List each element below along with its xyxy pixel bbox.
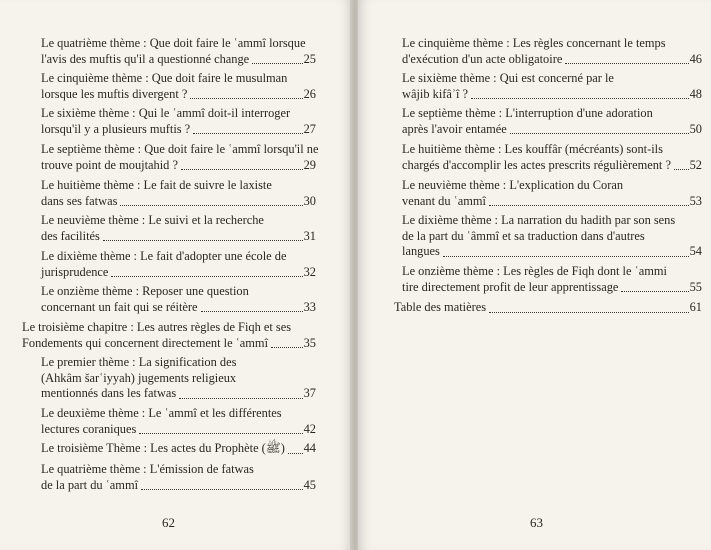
toc-entry-text: Le huitième thème : Le fait de suivre le laxiste <box>41 178 272 192</box>
toc-entry-text: Le quatrième thème : Que doit faire le ʿammî lorsque <box>41 36 306 50</box>
toc-entry-text: Le dixième thème : Le fait d'adopter une école de <box>41 249 287 263</box>
toc-entry <box>41 462 316 493</box>
toc-entry-text: Le sixième thème : Qui le ʿammî doit-il interroger <box>41 106 291 120</box>
toc-entry <box>41 213 316 244</box>
toc-entry-text: trouve point de moujtahid ? <box>41 157 178 172</box>
toc-entry-text: Le onzième thème : Reposer une question <box>41 284 249 298</box>
toc-entry-text: de la part du ʿâmmî et sa traduction dans d'autres <box>402 228 645 243</box>
page-number-left: 62 <box>162 515 175 530</box>
dot-leader <box>443 256 689 257</box>
page-number-right: 63 <box>530 515 543 530</box>
toc-page-ref: 46 <box>689 51 702 66</box>
toc-entry <box>402 71 702 102</box>
toc-entry-text: langues <box>402 244 440 258</box>
toc-entry <box>41 71 316 102</box>
toc-page-ref: 54 <box>689 244 702 258</box>
dot-leader <box>181 169 303 170</box>
toc-entry <box>41 36 316 67</box>
toc-entry-text: lorsqu'il y a plusieurs muftis ? <box>41 121 191 136</box>
toc-entry-text: dans ses fatwas <box>41 193 118 208</box>
toc-entry <box>41 249 316 280</box>
toc-entry-text: Le quatrième thème : L'émission de fatwas <box>41 462 254 476</box>
toc-entry <box>402 178 702 209</box>
toc-entry <box>394 300 702 316</box>
toc-entry-text: Le troisième Thème : Les actes du Prophète (ﷺ) <box>41 441 285 455</box>
toc-entry <box>41 406 316 437</box>
dot-leader <box>193 133 302 134</box>
toc-entry <box>41 178 316 209</box>
toc-entry-text: Le onzième thème : Les règles de Fiqh dont le ʿammi <box>402 264 667 278</box>
toc-page-ref: 55 <box>689 279 702 294</box>
toc-page-ref: 61 <box>689 300 702 314</box>
dot-leader <box>139 433 302 434</box>
dot-leader <box>201 311 303 312</box>
toc-entry-text: Table des matières <box>394 300 487 314</box>
toc-entry-text: Le premier thème : La signification des <box>41 355 237 369</box>
toc-page-ref: 25 <box>303 51 316 66</box>
toc-page-ref: 37 <box>303 386 316 400</box>
toc-page-ref: 52 <box>689 157 702 172</box>
toc-entry <box>402 142 702 173</box>
dot-leader <box>179 398 302 399</box>
dot-leader <box>271 347 303 348</box>
toc-entry-text: venant du ʿammî <box>402 193 486 208</box>
dot-leader <box>103 240 303 241</box>
dot-leader <box>621 291 688 292</box>
toc-page-ref: 31 <box>303 228 316 243</box>
toc-entry-text: Le cinquième thème : Les règles concernant le temps <box>402 36 666 50</box>
toc-entry <box>402 106 702 137</box>
toc-page-ref: 26 <box>303 86 316 101</box>
toc-page-ref: 29 <box>303 157 316 172</box>
toc-entry-text: Le sixième thème : Qui est concerné par le <box>402 71 614 85</box>
toc-entry-text: lectures coraniques <box>41 421 137 436</box>
dot-leader <box>489 205 689 206</box>
toc-entry-text: Le huitième thème : Les kouffâr (mécréants) sont-ils <box>402 142 663 156</box>
dot-leader <box>111 276 302 277</box>
right-page <box>358 0 711 550</box>
dot-leader <box>674 169 689 170</box>
toc-entry <box>402 264 702 295</box>
toc-entry-text: Le septième thème : L'interruption d'une adoration <box>402 106 653 120</box>
toc-entry-text: de la part du ʿammî <box>41 477 139 492</box>
dot-leader <box>489 312 689 313</box>
toc-entry-text: tire directement profit de leur apprentissage <box>402 279 619 294</box>
toc-page-ref: 35 <box>303 335 316 350</box>
toc-page-ref: 33 <box>303 299 316 314</box>
toc-entry <box>41 284 316 315</box>
toc-entry-text: des facilités <box>41 228 100 243</box>
toc-page-ref: 42 <box>303 421 316 436</box>
dot-leader <box>288 453 303 454</box>
dot-leader <box>190 98 302 99</box>
toc-entry-text: Fondements qui concernent directement le ʿammî <box>22 335 269 350</box>
left-page <box>0 0 352 550</box>
toc-page-ref: 50 <box>689 121 702 136</box>
toc-entry-text: Le dixième thème : La narration du hadith par son sens <box>402 213 676 227</box>
toc-entry-text: Le neuvième thème : Le suivi et la recherche <box>41 213 264 227</box>
toc-entry-text: après l'avoir entamée <box>402 121 507 136</box>
toc-entry-text: Le neuvième thème : L'explication du Coran <box>402 178 624 192</box>
toc-entry-text: (Ahkâm šarʿiyyah) jugements religieux <box>41 370 237 385</box>
toc-entry-text: Le deuxième thème : Le ʿammî et les différentes <box>41 406 282 420</box>
toc-page-ref: 32 <box>303 264 316 279</box>
toc-page-ref: 53 <box>689 193 702 208</box>
toc-entry-text: mentionnés dans les fatwas <box>41 386 177 400</box>
toc-page-ref: 48 <box>689 86 702 101</box>
toc-entry-text: concernant un fait qui se réitère <box>41 299 198 314</box>
toc-entry-text: l'avis des muftis qu'il a questionné change <box>41 51 250 66</box>
toc-entry <box>41 142 319 173</box>
toc-entry-text: Le septième thème : Que doit faire le ʿammî lorsqu'il ne <box>41 142 319 156</box>
dot-leader <box>510 133 689 134</box>
toc-entry-text: chargés d'accomplir les actes prescrits régulièrement ? <box>402 157 671 172</box>
toc-entry <box>41 106 316 137</box>
dot-leader <box>252 63 302 64</box>
toc-entry <box>402 36 702 67</box>
toc-entry-text: wâjib kifâʾî ? <box>402 86 469 101</box>
toc-entry <box>41 355 316 402</box>
dot-leader <box>471 98 689 99</box>
toc-page-ref: 45 <box>303 477 316 492</box>
toc-entry <box>402 213 702 260</box>
dot-leader <box>141 489 303 490</box>
toc-entry-text: lorsque les muftis divergent ? <box>41 86 188 101</box>
toc-entry-text: jurisprudence <box>41 264 109 279</box>
toc-entry-text: Le cinquième thème : Que doit faire le musulman <box>41 71 288 85</box>
toc-entry <box>22 320 316 351</box>
toc-page-ref: 44 <box>303 441 316 455</box>
toc-page-ref: 30 <box>303 193 316 208</box>
toc-page-ref: 27 <box>303 121 316 136</box>
toc-entry-text: Le troisième chapitre : Les autres règles de Fiqh et ses <box>22 320 292 334</box>
dot-leader <box>120 205 302 206</box>
toc-entry <box>41 441 316 457</box>
dot-leader <box>565 63 688 64</box>
toc-entry-text: d'exécution d'un acte obligatoire <box>402 51 563 66</box>
